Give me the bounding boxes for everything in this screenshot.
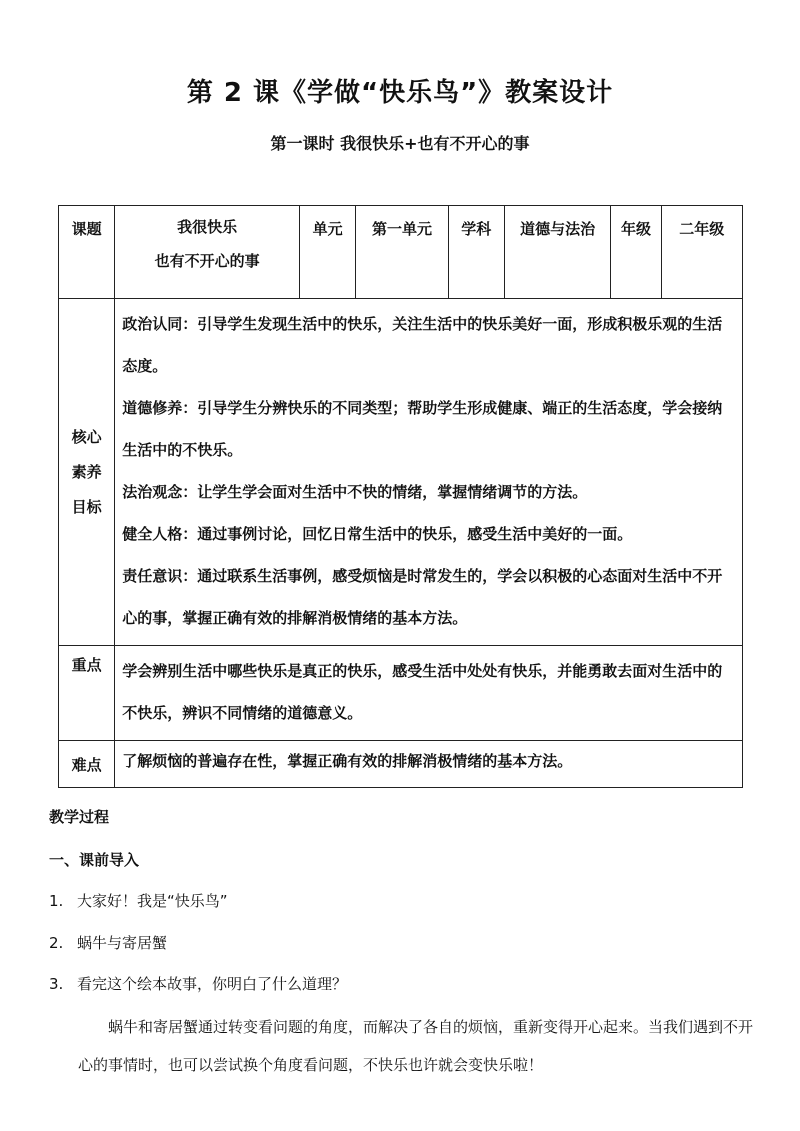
topic-line-1: 我很快乐 <box>177 218 238 236</box>
subject-label: 学科 <box>448 206 504 299</box>
lesson-subtitle: 第一课时 我很快乐+也有不开心的事 <box>270 134 530 153</box>
list-item <box>49 890 228 911</box>
topic-value <box>115 206 300 299</box>
teaching-process-heading: 教学过程 <box>49 808 110 826</box>
list-item-text: 大家好！我是“快乐鸟” <box>77 892 228 910</box>
grade-label: 年级 <box>611 206 661 299</box>
story-reflection-paragraph: 蜗牛和寄居蟹通过转变看问题的角度，而解决了各自的烦恼，重新变得开心起来。当我们遇到不开心的事情时，也可以尝试换个角度看问题，不快乐也许就会变快乐啦！ <box>78 1018 754 1074</box>
core-goal-personality: 健全人格：通过事例讨论，回忆日常生活中的快乐，感受生活中美好的一面。 <box>122 525 633 543</box>
topic-line-2: 也有不开心的事 <box>154 252 260 270</box>
core-goal-moral: 道德修养：引导学生分辨快乐的不同类型；帮助学生形成健康、端正的生活态度，学会接纳生活中的不快乐。 <box>122 399 723 459</box>
list-item-text: 蜗牛与寄居蟹 <box>77 934 168 952</box>
document-title: 第 2 课《学做“快乐鸟”》教案设计 <box>186 78 614 108</box>
core-goal-responsibility: 责任意识：通过联系生活事例，感受烦恼是时常发生的，学会以积极的心态面对生活中不开心的事，掌握正确有效的排解消极情绪的基本方法。 <box>122 567 723 627</box>
list-item-text: 看完这个绘本故事，你明白了什么道理？ <box>77 975 348 993</box>
section-pre-class-intro: 一、课前导入 <box>49 851 140 869</box>
core-label-line-3: 目标 <box>71 497 102 516</box>
list-item-number: 1. <box>49 892 64 910</box>
core-label-line-2: 素养 <box>71 462 102 481</box>
grade-value: 二年级 <box>661 206 742 299</box>
list-item <box>49 932 167 953</box>
key-points-text: 学会辨别生活中哪些快乐是真正的快乐，感受生活中处处有快乐，并能勇敢去面对生活中的不快乐，辨识不同情绪的道德意义。 <box>115 646 743 741</box>
core-goal-political: 政治认同：引导学生发现生活中的快乐，关注生活中的快乐美好一面，形成积极乐观的生活态度。 <box>122 315 723 375</box>
lesson-plan-table <box>58 205 743 788</box>
list-item-number: 3. <box>49 975 64 993</box>
core-label-line-1: 核心 <box>71 427 102 446</box>
key-points-label: 重点 <box>59 646 115 741</box>
difficulty-label: 难点 <box>59 741 115 788</box>
core-goals-content <box>115 299 743 646</box>
core-goals-label <box>59 299 115 646</box>
core-goals-row <box>59 299 743 646</box>
unit-label: 单元 <box>300 206 356 299</box>
table-header-row <box>59 206 743 299</box>
difficulty-row <box>59 741 743 788</box>
key-points-row <box>59 646 743 741</box>
difficulty-text: 了解烦恼的普遍存在性，掌握正确有效的排解消极情绪的基本方法。 <box>115 741 743 788</box>
list-item-number: 2. <box>49 934 64 952</box>
list-item <box>49 973 347 994</box>
core-goal-law: 法治观念：让学生学会面对生活中不快的情绪，掌握情绪调节的方法。 <box>122 483 588 501</box>
unit-value: 第一单元 <box>356 206 448 299</box>
topic-label: 课题 <box>59 206 115 299</box>
subject-value: 道德与法治 <box>504 206 610 299</box>
